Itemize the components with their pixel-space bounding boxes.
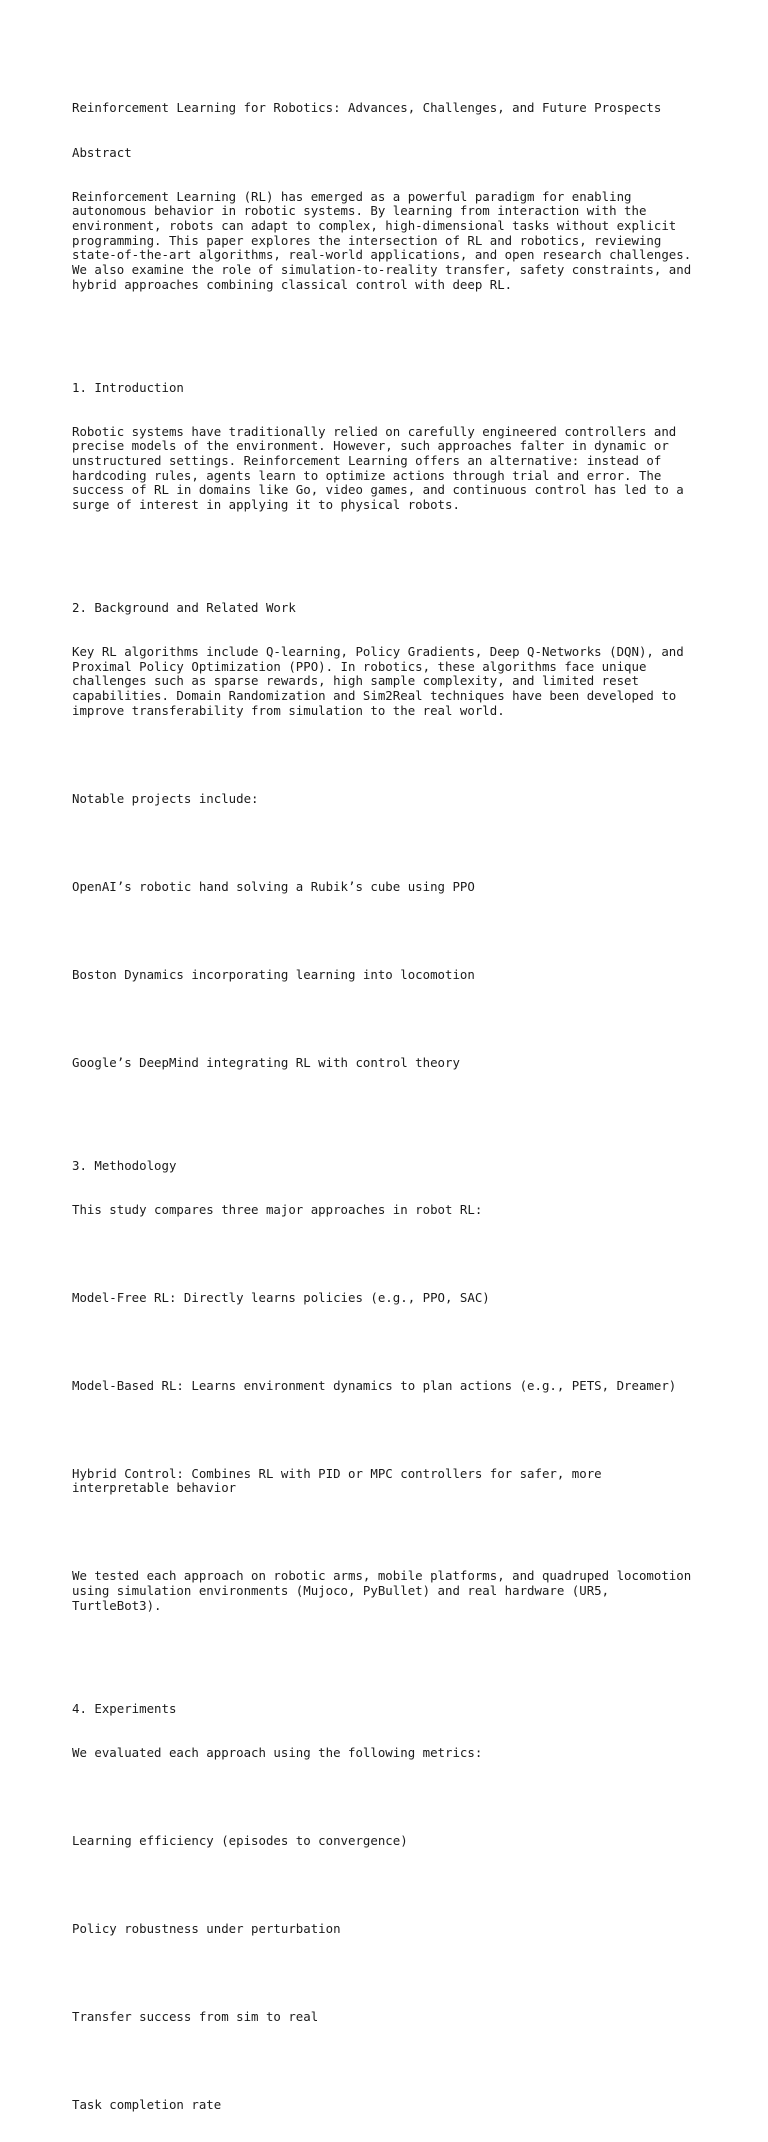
introduction-body: Robotic systems have traditionally relied on carefully engineered controllers and precise models of the environment. However, such approaches falter in dynamic or unstructured settings. Reinforcement Learning offers an alternative: instead of hardcoding rules, agents learn to optimize actions through trial and error. The success of RL in domains like Go, video games, and continuous control has led to a surge of interest in applying it to physical robots. xyxy=(72,423,684,513)
methodology-closing: We tested each approach on robotic arms, mobile platforms, and quadruped locomotion using simulation environments (Mujoco, PyBullet) and real hardware (UR5, TurtleBot3). xyxy=(72,1568,692,1613)
approach-item: Hybrid Control: Combines RL with PID or MPC controllers for safer, more interpretable behavior xyxy=(72,1465,602,1496)
project-item: Google’s DeepMind integrating RL with control theory xyxy=(72,1054,460,1070)
metric-item: Learning efficiency (episodes to convergence) xyxy=(72,1832,408,1848)
experiments-intro: We evaluated each approach using the following metrics: xyxy=(72,1744,483,1760)
approach-item: Model-Free RL: Directly learns policies (e.g., PPO, SAC) xyxy=(72,1289,490,1305)
background-body: Key RL algorithms include Q-learning, Policy Gradients, Deep Q-Networks (DQN), and Proximal Policy Optimization (PPO). In robotics, these algorithms face unique challenges such as sparse rewards, high sample complexity, and limited reset capabilities. Domain Randomization and Sim2Real techniques have been developed to improve transferability from simulation to the real world. xyxy=(72,644,684,718)
background-heading: 2. Background and Related Work xyxy=(72,599,296,615)
project-item: OpenAI’s robotic hand solving a Rubik’s cube using PPO xyxy=(72,878,475,894)
metric-item: Policy robustness under perturbation xyxy=(72,1920,341,1936)
project-item: Boston Dynamics incorporating learning into locomotion xyxy=(72,966,475,982)
abstract-body: Reinforcement Learning (RL) has emerged as a powerful paradigm for enabling autonomous behavior in robotic systems. By learning from interaction with the environment, robots can adapt to complex, high-dimensional tasks without explicit programming. This paper explores the intersection of RL and robotics, reviewing state-of-the-art algorithms, real-world applications, and open research challenges. We also examine the role of simulation-to-reality transfer, safety constraints, and hybrid approaches combining classical control with deep RL. xyxy=(72,188,692,292)
document-body xyxy=(72,72,712,2142)
metric-item: Transfer success from sim to real xyxy=(72,2008,319,2024)
paper-title: Reinforcement Learning for Robotics: Advances, Challenges, and Future Prospects xyxy=(72,100,662,116)
notable-projects-intro: Notable projects include: xyxy=(72,790,259,806)
introduction-heading: 1. Introduction xyxy=(72,379,184,395)
metric-item: Task completion rate xyxy=(72,2096,222,2112)
experiments-heading: 4. Experiments xyxy=(72,1700,177,1716)
methodology-intro: This study compares three major approaches in robot RL: xyxy=(72,1201,483,1217)
approach-item: Model-Based RL: Learns environment dynamics to plan actions (e.g., PETS, Dreamer) xyxy=(72,1377,677,1393)
methodology-heading: 3. Methodology xyxy=(72,1157,177,1173)
abstract-heading: Abstract xyxy=(72,144,132,160)
